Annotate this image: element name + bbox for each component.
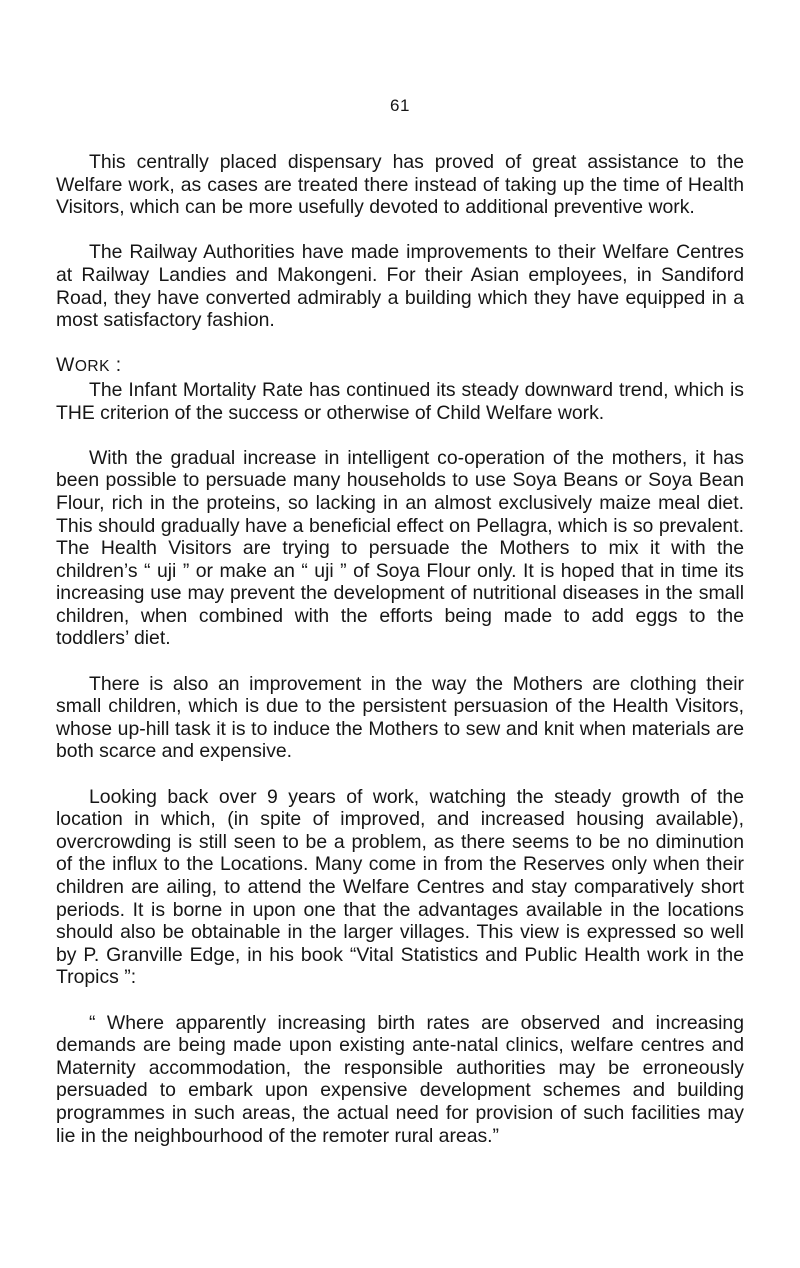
heading-initial: W bbox=[56, 354, 75, 377]
body-text bbox=[56, 151, 744, 1170]
heading-colon: : bbox=[109, 354, 122, 377]
paragraph-looking-back: Looking back over 9 years of work, watching the steady growth of the location in which, (in spite of improved, and increased housing available), overcrowding is still seen to be a problem, as there seems to be no diminution of the influx to the Locations. Many come in from the Reserves only when their children are ailing, to attend the Welfare Centres and stay comparatively short periods. It is borne in upon one that the advantages available in the locations should also be obtainable in the larger villages. This view is expressed so well by P. Granville Edge, in his book “Vital Statistics and Public Health work in the Tropics ”: bbox=[56, 785, 744, 989]
heading-rest: ORK bbox=[74, 358, 110, 376]
paragraph-railway-welfare: The Railway Authorities have made improvements to their Welfare Centres at Railway Landies and Makongeni. For their Asian employees, in Sandiford Road, they have converted admirably a building which they have equipped in a most satisfactory fashion. bbox=[56, 241, 744, 332]
paragraph-clothing: There is also an improvement in the way the Mothers are clothing their small children, which is due to the persistent persuasion of the Health Visitors, whose up-hill task it is to induce the Mothers to sew and knit when materials are both scarce and expensive. bbox=[56, 672, 744, 763]
section-heading-work bbox=[56, 354, 744, 379]
paragraph-dispensary: This centrally placed dispensary has proved of great assistance to the Welfare work, as cases are treated there instead of taking up the time of Health Visitors, which can be more usefully devoted to additional preventive work. bbox=[56, 151, 744, 219]
page-number: 61 bbox=[390, 96, 410, 115]
paragraph-infant-mortality: The Infant Mortality Rate has continued its steady downward trend, which is THE criterion of the success or otherwise of Child Welfare work. bbox=[56, 378, 744, 424]
paragraph-soya-beans: With the gradual increase in intelligent co-operation of the mothers, it has been possible to persuade many households to use Soya Beans or Soya Bean Flour, rich in the proteins, so lacking in an almost exclusively maize meal diet. This should gradually have a beneficial effect on Pellagra, which is so prevalent. The Health Visitors are trying to persuade the Mothers to mix it with the children’s “ uji ” or make an “ uji ” of Soya Flour only. It is hoped that in time its increasing use may prevent the development of nutritional diseases in the small children, when combined with the efforts being made to add eggs to the toddlers’ diet. bbox=[56, 446, 744, 650]
paragraph-quotation: “ Where apparently increasing birth rates are observed and increasing demands are being made upon existing ante-natal clinics, welfare centres and Maternity accommodation, the responsible authorities may be erroneously persuaded to embark upon expensive development schemes and building programmes in such areas, the actual need for provision of such facilities may lie in the neighbourhood of the remoter rural areas.” bbox=[56, 1011, 744, 1147]
